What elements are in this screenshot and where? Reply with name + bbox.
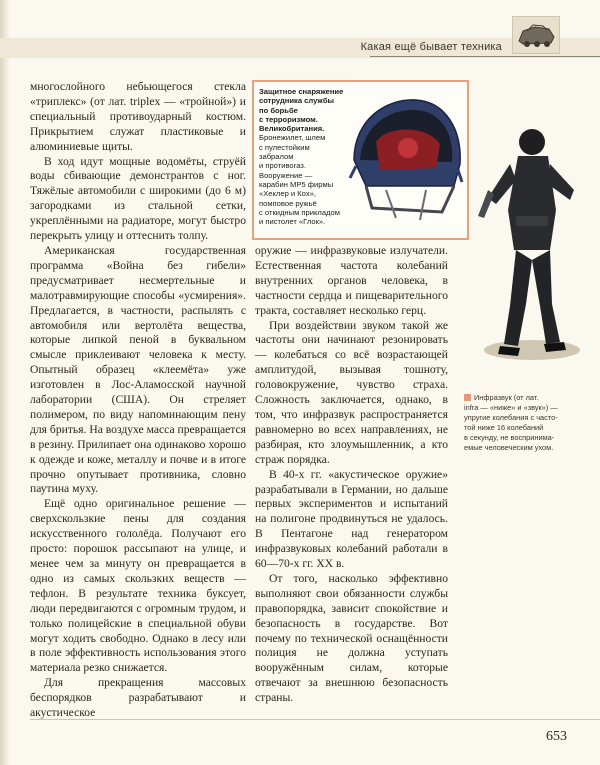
armored-vehicle-icon [513, 17, 559, 53]
caption-heading-line: Защитное снаряжение [259, 87, 344, 96]
paragraph: От того, насколько эффективно выполняют свои обязанности службы правопорядка, зависит спокойствие и безопасность в государстве. Вот почему по технической оснащённости полиция не должна уступать вооружённым силам, которые отвечают за внешнюю безопасность страны. [255, 571, 448, 705]
text-column-left [30, 80, 246, 721]
sidenote-line: infra — «ниже» и «звук») — [464, 403, 558, 412]
sidenote-line: в секунду, не воспринима- [464, 433, 555, 442]
footer-divider [30, 719, 600, 720]
paragraph: многослойного небьющегося стекла «триплекс» (от лат. triplex — «тройной») и специальный противоударный костюм. Прикрытием служат пластиковые и алюминиевые щиты. [30, 80, 246, 153]
paragraph: Ещё одно оригинальное решение — сверхскользкие пены для создания искусственного гололёда. Получают его просто: порошок рассыпают на улице, и менее чем за минуту он превращается в одно из самых скользких веществ — тефлон. В результате техника буксует, люди передвигаются с огромным трудом, и только полицейские в специальной обуви могут ходить свободно. Однако в лесу или в поле эффективность использования этого материала резко снижается. [30, 497, 246, 675]
paragraph: В ход идут мощные водомёты, струёй воды сбивающие демонстрантов с ног. Тяжёлые автомобили с широкими (до 6 м) загородками из стальной сетки, укреплёнными на радиаторе, могут быстро перекрыть улицу и оттеснить толпу. [30, 154, 246, 243]
caption-line: помповое ружьё [259, 198, 317, 208]
caption-heading-line: сотрудника службы [259, 96, 334, 106]
caption-heading-line: с терроризмом. [259, 114, 318, 124]
paragraph: оружие — инфразвуковые излучатели. Естественная частота колебаний внутренних органов человека, в частности сердца и пищеварительного тракта, составляет несколько герц. [255, 244, 448, 317]
caption-line: забралом [259, 152, 294, 162]
caption-line: Бронежилет, шлем [259, 133, 326, 143]
paragraph: При воздействии звуком такой же частоты они начинают резонировать — колебаться со всё возрастающей амплитудой, вызывая тошноту, головокружение, чувство страха. Сложность заключается, однако, в том, что инфразвук распространяется равномерно во всех направлениях, не разбирая, кто злоумышленник, а кто страж порядка. [255, 318, 448, 466]
caption-line: «Хеклер и Кох», [259, 189, 316, 199]
page-spine-shadow [0, 0, 10, 765]
glossary-sidenote [464, 393, 582, 453]
page-number: 653 [546, 729, 567, 744]
paragraph: Для прекращения массовых беспорядков разрабатывают и акустическое [30, 676, 246, 720]
caption-line: с откидным прикладом [259, 207, 340, 217]
sidenote-text: Инфразвук (от лат. [474, 393, 539, 402]
caption-line: и противогаз. [259, 161, 306, 171]
caption-heading-line: Великобритания. [259, 124, 325, 134]
caption-line: и пистолет «Глок». [259, 217, 326, 227]
sidenote-line [464, 393, 582, 403]
sidenote-line: емые человеческим ухом. [464, 443, 554, 452]
figure-helmet-box [252, 80, 469, 240]
caption-line: карабин MP5 фирмы [259, 179, 334, 189]
caption-line: Вооружение — [259, 170, 313, 180]
section-title: Какая ещё бывает техника [360, 41, 502, 53]
sidenote-line: той ниже 16 колебаний [464, 423, 544, 432]
counter-terror-officer-illustration [470, 120, 590, 366]
figure-caption [259, 87, 357, 226]
caption-heading-line: по борьбе [259, 105, 298, 115]
paragraph: Американская государственная программа «Война без гибели» предусматривает несмертельные и малотравмирующие способы «усмирения». Предлагается, в частности, распылять с автомобиля или вертолёта вещества, которые липкой пеной в буквальном смысле приклеивают человека к месту. Опытный образец «клеемёта» уже изготовлен в Лос-Аламосской научной лаборатории (США). Он стреляет полимером, по виду напоминающим пену для бритья. На воздухе масса превращается в резину. Прилипает она одинаково хорошо к одежде и коже, металлу и почве и в итоге прочно опутывает противника, словно паутина муху. [30, 243, 246, 496]
sidenote-line: упругие колебания с часто- [464, 413, 558, 422]
text-column-right [255, 244, 448, 706]
header-band [0, 38, 600, 58]
bullet-square-icon [464, 394, 471, 401]
section-thumbnail-image [512, 16, 560, 54]
ballistic-helmet-illustration [346, 90, 464, 232]
paragraph: В 40-х гг. «акустическое оружие» разрабатывали в Германии, но дальше первых экспериментов и испытаний на полигоне продвинуться не удалось. В Пентагоне над генератором инфразвуковых колебаний работали в 60—70-х гг. XX в. [255, 467, 448, 571]
header-divider [370, 56, 600, 57]
caption-line: с пулестойким [259, 142, 310, 152]
